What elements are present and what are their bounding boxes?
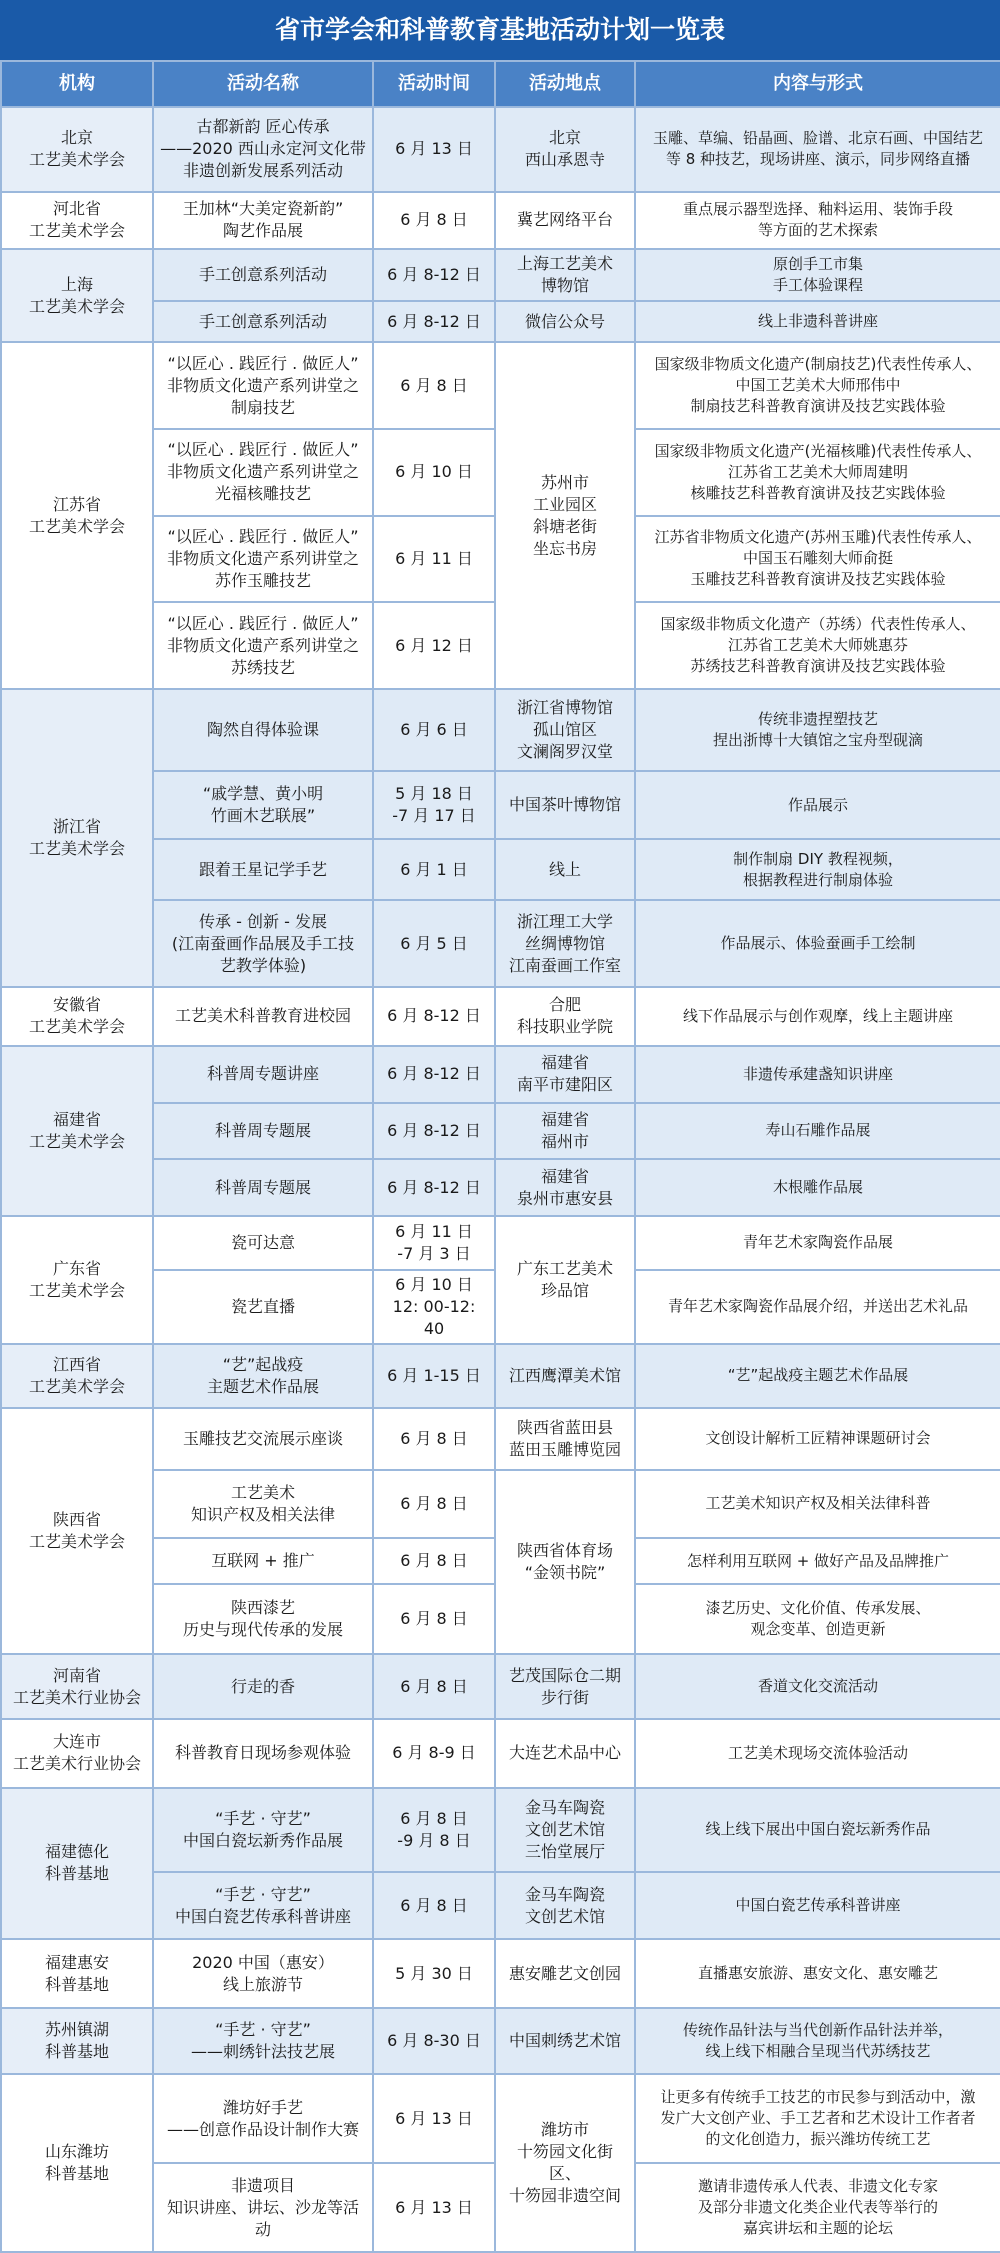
activity-name-cell: 非遗项目 知识讲座、讲坛、沙龙等活动 xyxy=(153,2163,373,2252)
activity-time-cell: 6 月 11 日 xyxy=(373,516,495,603)
table-header-row xyxy=(1,61,1000,107)
content-form-cell: 作品展示、体验蚕画手工绘制 xyxy=(635,900,1000,987)
table-row xyxy=(1,1719,1000,1787)
activity-name-cell: “手艺 · 守艺” 中国白瓷艺传承科普讲座 xyxy=(153,1872,373,1939)
activity-place-cell: 广东工艺美术 珍品馆 xyxy=(495,1216,635,1344)
activity-time-cell: 6 月 8-12 日 xyxy=(373,1046,495,1103)
activity-name-cell: “以匠心 . 践匠行 . 做匠人” 非物质文化遗产系列讲堂之 苏绣技艺 xyxy=(153,602,373,689)
activity-name-cell: 瓷艺直播 xyxy=(153,1270,373,1344)
activity-name-cell: 传承 - 创新 - 发展 (江南蚕画作品展及手工技 艺教学体验) xyxy=(153,900,373,987)
content-form-cell: 线下作品展示与创作观摩，线上主题讲座 xyxy=(635,987,1000,1046)
activity-time-cell: 6 月 8-12 日 xyxy=(373,1159,495,1216)
activity-name-cell: 潍坊好手艺 ——创意作品设计制作大赛 xyxy=(153,2074,373,2163)
activity-time-cell: 6 月 1 日 xyxy=(373,839,495,900)
activity-name-cell: 科普周专题讲座 xyxy=(153,1046,373,1103)
activity-name-cell: 陕西漆艺 历史与现代传承的发展 xyxy=(153,1584,373,1654)
activity-time-cell: 6 月 8 日 xyxy=(373,1470,495,1538)
content-form-cell: 制作制扇 DIY 教程视频， 根据教程进行制扇体验 xyxy=(635,839,1000,900)
org-cell: 福建德化 科普基地 xyxy=(1,1788,153,1940)
content-form-cell: 作品展示 xyxy=(635,771,1000,839)
activity-place-cell: 浙江理工大学 丝绸博物馆 江南蚕画工作室 xyxy=(495,900,635,987)
org-cell: 江西省 工艺美术学会 xyxy=(1,1344,153,1408)
activity-time-cell: 6 月 8 日 -9 月 8 日 xyxy=(373,1788,495,1873)
header-org: 机构 xyxy=(1,61,153,107)
activity-name-cell: 工艺美术 知识产权及相关法律 xyxy=(153,1470,373,1538)
table-row xyxy=(1,342,1000,429)
content-form-cell: 青年艺术家陶瓷作品展 xyxy=(635,1216,1000,1270)
org-cell: 广东省 工艺美术学会 xyxy=(1,1216,153,1344)
org-cell: 上海 工艺美术学会 xyxy=(1,249,153,342)
activity-name-cell: 手工创意系列活动 xyxy=(153,301,373,342)
header-content-form: 内容与形式 xyxy=(635,61,1000,107)
activity-time-cell: 6 月 8-12 日 xyxy=(373,249,495,301)
org-cell: 北京 工艺美术学会 xyxy=(1,107,153,192)
content-form-cell: 怎样利用互联网 + 做好产品及品牌推广 xyxy=(635,1538,1000,1584)
content-form-cell: 工艺美术知识产权及相关法律科普 xyxy=(635,1470,1000,1538)
content-form-cell: 重点展示器型选择、釉料运用、装饰手段 等方面的艺术探索 xyxy=(635,192,1000,250)
activity-time-cell: 6 月 5 日 xyxy=(373,900,495,987)
content-form-cell: 邀请非遗传承人代表、非遗文化专家 及部分非遗文化类企业代表等举行的 嘉宾讲坛和主题的论坛 xyxy=(635,2163,1000,2252)
activity-name-cell: 古都新韵 匠心传承 ——2020 西山永定河文化带 非遗创新发展系列活动 xyxy=(153,107,373,192)
activity-time-cell: 6 月 8 日 xyxy=(373,1408,495,1470)
activity-time-cell: 6 月 12 日 xyxy=(373,602,495,689)
activity-place-cell: 微信公众号 xyxy=(495,301,635,342)
activity-time-cell: 6 月 8 日 xyxy=(373,1584,495,1654)
activity-time-cell: 6 月 8 日 xyxy=(373,192,495,250)
org-cell: 江苏省 工艺美术学会 xyxy=(1,342,153,689)
activity-place-cell: 陕西省蓝田县 蓝田玉雕博览园 xyxy=(495,1408,635,1470)
page-title: 省市学会和科普教育基地活动计划一览表 xyxy=(0,0,1000,60)
activity-name-cell: 跟着王星记学手艺 xyxy=(153,839,373,900)
org-cell: 福建省 工艺美术学会 xyxy=(1,1046,153,1216)
activity-name-cell: “以匠心 . 践匠行 . 做匠人” 非物质文化遗产系列讲堂之 制扇技艺 xyxy=(153,342,373,429)
activity-time-cell: 6 月 8 日 xyxy=(373,1654,495,1719)
activity-place-cell: 苏州市 工业园区 斜塘老街 坐忘书房 xyxy=(495,342,635,689)
content-form-cell: 传统作品针法与当代创新作品针法并举， 线上线下相融合呈现当代苏绣技艺 xyxy=(635,2008,1000,2074)
activity-time-cell: 6 月 8-12 日 xyxy=(373,301,495,342)
activity-place-cell: 北京 西山承恩寺 xyxy=(495,107,635,192)
activity-place-cell: 金马车陶瓷 文创艺术馆 三怡堂展厅 xyxy=(495,1788,635,1873)
activity-name-cell: “以匠心 . 践匠行 . 做匠人” 非物质文化遗产系列讲堂之 光福核雕技艺 xyxy=(153,429,373,516)
content-form-cell: 国家级非物质文化遗产(制扇技艺)代表性传承人、 中国工艺美术大师邢伟中 制扇技艺科普教育演讲及技艺实践体验 xyxy=(635,342,1000,429)
org-cell: 河南省 工艺美术行业协会 xyxy=(1,1654,153,1719)
content-form-cell: 国家级非物质文化遗产（苏绣）代表性传承人、 江苏省工艺美术大师姚惠芬 苏绣技艺科普教育演讲及技艺实践体验 xyxy=(635,602,1000,689)
activity-name-cell: 王加林“大美定瓷新韵” 陶艺作品展 xyxy=(153,192,373,250)
activity-time-cell: 6 月 6 日 xyxy=(373,689,495,772)
table-row xyxy=(1,1046,1000,1103)
activity-place-cell: 浙江省博物馆 孤山馆区 文澜阁罗汉堂 xyxy=(495,689,635,772)
content-form-cell: 工艺美术现场交流体验活动 xyxy=(635,1719,1000,1787)
table-row xyxy=(1,987,1000,1046)
org-cell: 大连市 工艺美术行业协会 xyxy=(1,1719,153,1787)
activity-name-cell: 玉雕技艺交流展示座谈 xyxy=(153,1408,373,1470)
table-row xyxy=(1,192,1000,250)
content-form-cell: “艺”起战疫主题艺术作品展 xyxy=(635,1344,1000,1408)
activity-time-cell: 6 月 8 日 xyxy=(373,1538,495,1584)
activity-time-cell: 6 月 11 日 -7 月 3 日 xyxy=(373,1216,495,1270)
activity-time-cell: 6 月 8-12 日 xyxy=(373,987,495,1046)
activity-time-cell: 6 月 13 日 xyxy=(373,2074,495,2163)
activity-time-cell: 6 月 13 日 xyxy=(373,107,495,192)
activity-place-cell: 金马车陶瓷 文创艺术馆 xyxy=(495,1872,635,1939)
activity-place-cell: 江西鹰潭美术馆 xyxy=(495,1344,635,1408)
header-activity-name: 活动名称 xyxy=(153,61,373,107)
activity-name-cell: 科普周专题展 xyxy=(153,1159,373,1216)
activity-place-cell: 冀艺网络平台 xyxy=(495,192,635,250)
activity-name-cell: 工艺美术科普教育进校园 xyxy=(153,987,373,1046)
activity-name-cell: 行走的香 xyxy=(153,1654,373,1719)
table-body xyxy=(1,107,1000,2252)
activity-name-cell: “戚学慧、黄小明 竹画木艺联展” xyxy=(153,771,373,839)
content-form-cell: 传统非遗捏塑技艺 捏出浙博十大镇馆之宝舟型砚滴 xyxy=(635,689,1000,772)
table-row xyxy=(1,1788,1000,1873)
activity-time-cell: 5 月 30 日 xyxy=(373,1939,495,2008)
content-form-cell: 文创设计解析工匠精神课题研讨会 xyxy=(635,1408,1000,1470)
content-form-cell: 中国白瓷艺传承科普讲座 xyxy=(635,1872,1000,1939)
activity-time-cell: 6 月 1-15 日 xyxy=(373,1344,495,1408)
content-form-cell: 线上非遗科普讲座 xyxy=(635,301,1000,342)
activity-place-cell: 线上 xyxy=(495,839,635,900)
table-row xyxy=(1,2074,1000,2163)
org-cell: 苏州镇湖 科普基地 xyxy=(1,2008,153,2074)
activity-time-cell: 6 月 10 日 xyxy=(373,429,495,516)
table-row xyxy=(1,1939,1000,2008)
activity-time-cell: 6 月 8 日 xyxy=(373,342,495,429)
content-form-cell: 玉雕、草编、铅晶画、脸谱、北京石画、中国结艺 等 8 种技艺，现场讲座、演示，同步网络直播 xyxy=(635,107,1000,192)
activity-name-cell: 2020 中国（惠安） 线上旅游节 xyxy=(153,1939,373,2008)
activity-time-cell: 5 月 18 日 -7 月 17 日 xyxy=(373,771,495,839)
activity-place-cell: 福建省 福州市 xyxy=(495,1103,635,1160)
table-row xyxy=(1,689,1000,772)
org-cell: 河北省 工艺美术学会 xyxy=(1,192,153,250)
activity-place-cell: 福建省 南平市建阳区 xyxy=(495,1046,635,1103)
content-form-cell: 漆艺历史、文化价值、传承发展、 观念变革、创造更新 xyxy=(635,1584,1000,1654)
table-row xyxy=(1,249,1000,301)
org-cell: 陕西省 工艺美术学会 xyxy=(1,1408,153,1655)
activity-time-cell: 6 月 8-12 日 xyxy=(373,1103,495,1160)
activity-time-cell: 6 月 8 日 xyxy=(373,1872,495,1939)
activity-plan-table xyxy=(0,60,1000,2253)
activity-place-cell: 中国茶叶博物馆 xyxy=(495,771,635,839)
content-form-cell: 让更多有传统手工技艺的市民参与到活动中，激 发广大文创产业、手工艺者和艺术设计工作者者 的文化创造力，振兴潍坊传统工艺 xyxy=(635,2074,1000,2163)
table-row xyxy=(1,1344,1000,1408)
activity-place-cell: 上海工艺美术 博物馆 xyxy=(495,249,635,301)
content-form-cell: 江苏省非物质文化遗产(苏州玉雕)代表性传承人、 中国玉石雕刻大师俞挺 玉雕技艺科普教育演讲及技艺实践体验 xyxy=(635,516,1000,603)
activity-name-cell: 陶然自得体验课 xyxy=(153,689,373,772)
org-cell: 浙江省 工艺美术学会 xyxy=(1,689,153,987)
content-form-cell: 木根雕作品展 xyxy=(635,1159,1000,1216)
content-form-cell: 线上线下展出中国白瓷坛新秀作品 xyxy=(635,1788,1000,1873)
activity-name-cell: 科普周专题展 xyxy=(153,1103,373,1160)
table-row xyxy=(1,107,1000,192)
org-cell: 安徽省 工艺美术学会 xyxy=(1,987,153,1046)
org-cell: 福建惠安 科普基地 xyxy=(1,1939,153,2008)
activity-name-cell: 瓷可达意 xyxy=(153,1216,373,1270)
activity-name-cell: 手工创意系列活动 xyxy=(153,249,373,301)
content-form-cell: 直播惠安旅游、惠安文化、惠安雕艺 xyxy=(635,1939,1000,2008)
activity-name-cell: “艺”起战疫 主题艺术作品展 xyxy=(153,1344,373,1408)
activity-place-cell: 潍坊市 十笏园文化街区、 十笏园非遗空间 xyxy=(495,2074,635,2252)
activity-name-cell: “手艺 · 守艺” 中国白瓷坛新秀作品展 xyxy=(153,1788,373,1873)
table-row xyxy=(1,1654,1000,1719)
content-form-cell: 国家级非物质文化遗产(光福核雕)代表性传承人、 江苏省工艺美术大师周建明 核雕技艺科普教育演讲及技艺实践体验 xyxy=(635,429,1000,516)
table-row xyxy=(1,1408,1000,1470)
activity-time-cell: 6 月 8-30 日 xyxy=(373,2008,495,2074)
activity-place-cell: 大连艺术品中心 xyxy=(495,1719,635,1787)
activity-name-cell: “手艺 · 守艺” ——刺绣针法技艺展 xyxy=(153,2008,373,2074)
activity-place-cell: 福建省 泉州市惠安县 xyxy=(495,1159,635,1216)
header-activity-place: 活动地点 xyxy=(495,61,635,107)
activity-name-cell: 互联网 + 推广 xyxy=(153,1538,373,1584)
header-activity-time: 活动时间 xyxy=(373,61,495,107)
activity-place-cell: 艺茂国际仓二期 步行街 xyxy=(495,1654,635,1719)
content-form-cell: 寿山石雕作品展 xyxy=(635,1103,1000,1160)
content-form-cell: 原创手工市集 手工体验课程 xyxy=(635,249,1000,301)
activity-time-cell: 6 月 13 日 xyxy=(373,2163,495,2252)
activity-time-cell: 6 月 8-9 日 xyxy=(373,1719,495,1787)
content-form-cell: 非遗传承建盏知识讲座 xyxy=(635,1046,1000,1103)
activity-place-cell: 中国刺绣艺术馆 xyxy=(495,2008,635,2074)
table-row xyxy=(1,1216,1000,1270)
table-row xyxy=(1,2008,1000,2074)
content-form-cell: 香道文化交流活动 xyxy=(635,1654,1000,1719)
org-cell: 山东潍坊 科普基地 xyxy=(1,2074,153,2252)
activity-name-cell: “以匠心 . 践匠行 . 做匠人” 非物质文化遗产系列讲堂之 苏作玉雕技艺 xyxy=(153,516,373,603)
activity-place-cell: 合肥 科技职业学院 xyxy=(495,987,635,1046)
activity-time-cell: 6 月 10 日 12: 00-12: 40 xyxy=(373,1270,495,1344)
activity-place-cell: 惠安雕艺文创园 xyxy=(495,1939,635,2008)
activity-name-cell: 科普教育日现场参观体验 xyxy=(153,1719,373,1787)
activity-place-cell: 陕西省体育场 “金领书院” xyxy=(495,1470,635,1655)
content-form-cell: 青年艺术家陶瓷作品展介绍，并送出艺术礼品 xyxy=(635,1270,1000,1344)
